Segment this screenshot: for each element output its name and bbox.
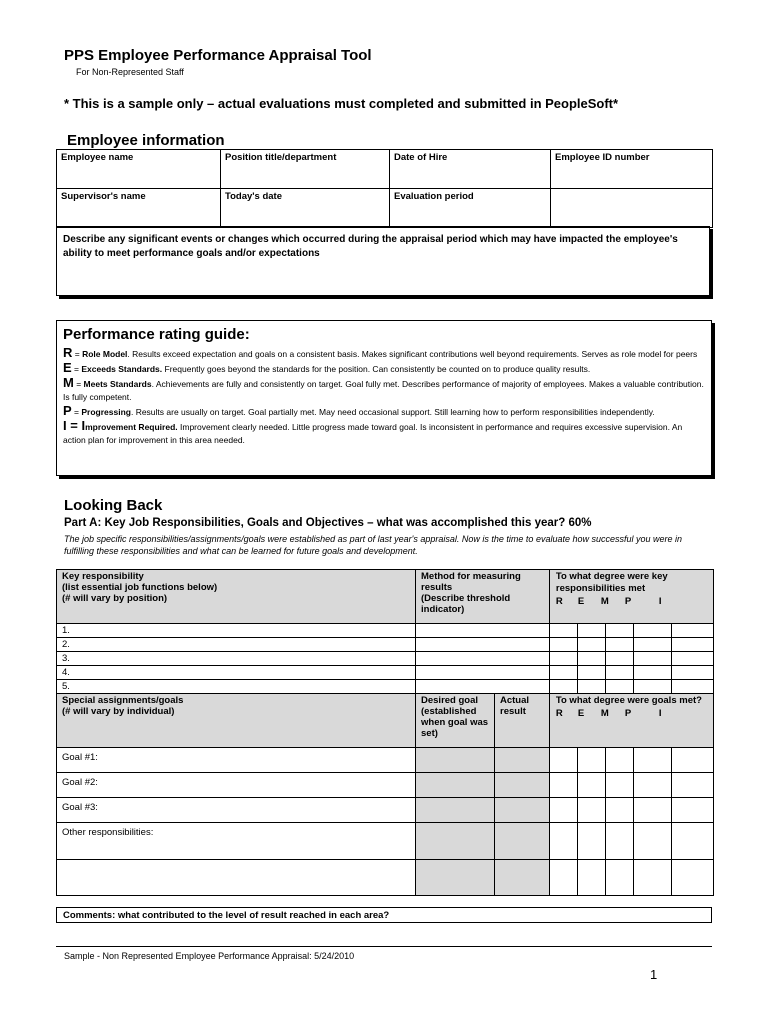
todays-date-field[interactable]: Today's date xyxy=(221,189,390,228)
looking-back-heading: Looking Back xyxy=(64,497,163,514)
blank-row[interactable] xyxy=(57,860,416,896)
sample-notice: * This is a sample only – actual evaluations must completed and submitted in PeopleSoft* xyxy=(64,96,619,111)
footer-divider xyxy=(56,946,712,947)
goal-2[interactable]: Goal #2: xyxy=(57,773,416,798)
date-of-hire-field[interactable]: Date of Hire xyxy=(390,150,551,189)
employee-info-table xyxy=(56,149,713,228)
empty-field[interactable] xyxy=(551,189,713,228)
special-assignments-header: Special assignments/goals (# will vary by individual) xyxy=(57,694,416,748)
kr-row-5[interactable]: 5. xyxy=(57,680,416,694)
key-responsibility-header: Key responsibility (list essential job functions below) (# will vary by position) xyxy=(57,570,416,624)
method-header: Method for measuring results (Describe threshold indicator) xyxy=(416,570,550,624)
kr-row-3[interactable]: 3. xyxy=(57,652,416,666)
part-a-instructions: The job specific responsibilities/assignments/goals were established as part of last year's appraisal. Now is the time to evaluate how successful you were in fulfilling these responsibilities and what can be learned for future goals and development. xyxy=(64,534,683,556)
goal-rating-letters: R E M P I xyxy=(555,708,662,719)
rating-guide-heading: Performance rating guide: xyxy=(63,326,250,343)
evaluation-period-field[interactable]: Evaluation period xyxy=(390,189,551,228)
goal-3[interactable]: Goal #3: xyxy=(57,798,416,823)
supervisor-name-field[interactable]: Supervisor's name xyxy=(57,189,221,228)
employee-id-field[interactable]: Employee ID number xyxy=(551,150,713,189)
rating-item-i: I = Improvement Required. Improvement clearly needed. Little progress made toward goal. Is inconsistent in performance and requires excessive supervision. An action plan for improvement in this area needed. xyxy=(63,418,683,445)
desired-goal-header: Desired goal (established when goal was set) xyxy=(416,694,495,748)
comments-box[interactable]: Comments: what contributed to the level of result reached in each area? xyxy=(56,907,712,923)
employee-info-heading: Employee information xyxy=(67,132,225,149)
rating-item-p: P = Progressing. Results are usually on target. Goal partially met. May need occasional support. Still learning how to perform responsibilities independently. xyxy=(63,403,655,418)
kr-row-1[interactable]: 1. xyxy=(57,624,416,638)
goal-1[interactable]: Goal #1: xyxy=(57,748,416,773)
responsibilities-table xyxy=(56,569,714,896)
rating-item-r: R = Role Model. Results exceed expectation and goals on a consistent basis. Makes significant contributions well beyond requirements. Serves as role model for peers xyxy=(63,345,698,360)
rating-item-e: E = Exceeds Standards. Frequently goes beyond the standards for the position. Can consistently be counted on to produce quality results. xyxy=(63,360,591,375)
other-responsibilities[interactable]: Other responsibilities: xyxy=(57,823,416,860)
actual-result-header: Actual result xyxy=(495,694,550,748)
goals-degree-header: To what degree were goals met? xyxy=(555,695,702,706)
part-a-heading: Part A: Key Job Responsibilities, Goals and Objectives – what was accomplished this year? 60% xyxy=(64,517,592,529)
employee-name-field[interactable]: Employee name xyxy=(57,150,221,189)
page-title: PPS Employee Performance Appraisal Tool xyxy=(64,47,372,64)
kr-row-4[interactable]: 4. xyxy=(57,666,416,680)
page-number: 1 xyxy=(650,967,658,982)
footer-text: Sample - Non Represented Employee Performance Appraisal: 5/24/2010 xyxy=(64,951,355,961)
page-subtitle: For Non-Represented Staff xyxy=(76,67,184,77)
significant-events-box[interactable]: Describe any significant events or changes which occurred during the appraisal period which may have impacted the employee's ability to meet performance goals and/or expectations xyxy=(56,226,710,296)
rating-letters: R E M P I xyxy=(555,596,662,607)
position-title-field[interactable]: Position title/department xyxy=(221,150,390,189)
rating-guide xyxy=(56,320,712,476)
degree-header: To what degree were key responsibilities met xyxy=(555,571,668,594)
rating-item-m: M = Meets Standards. Achievements are fully and consistently on target. Goal fully met. Describes performance of majority of employees. Makes a valuable contribution. Is fully competent. xyxy=(63,375,704,402)
kr-row-2[interactable]: 2. xyxy=(57,638,416,652)
